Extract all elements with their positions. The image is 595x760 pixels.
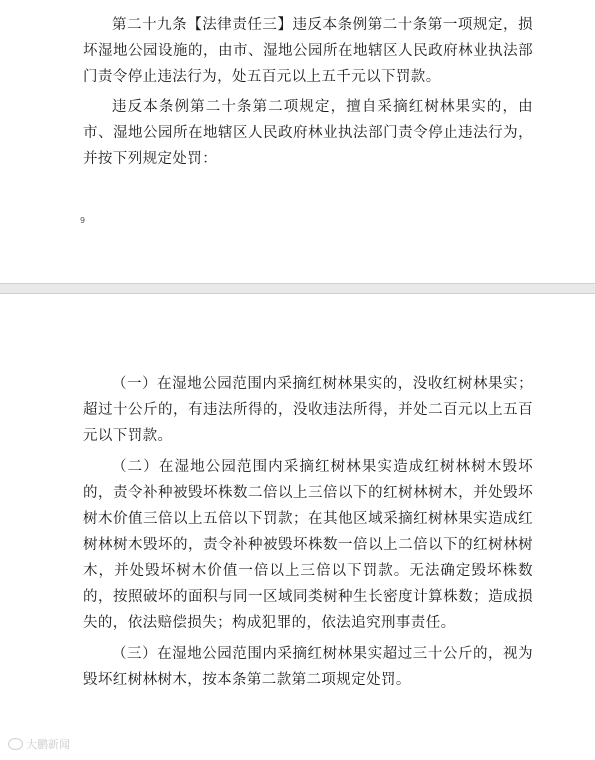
page-number: 9	[80, 216, 86, 225]
paragraph-item-2: （二）在湿地公园范围内采摘红树林果实造成红树林树木毁坏的，责令补种被毁坏株数二倍以上三倍以下的红树林树木，并处毁坏树木价值三倍以上五倍以下罚款；在其他区域采摘红树林果实造成红树林树木毁坏的，责令补种被毁坏株数一倍以上二倍以下的红树林树木，并处毁坏树木价值一倍以上三倍以下罚款。无法确定毁坏株数的，按照破坏的面积与同一区域同类树种生长密度计算株数；造成损失的，依法赔偿损失；构成犯罪的，依法追究刑事责任。	[83, 459, 533, 631]
top-page-text	[83, 12, 533, 172]
bottom-page-text	[83, 371, 533, 693]
weibo-icon	[8, 738, 23, 750]
watermark-text: 大鹏新闻	[26, 738, 70, 751]
paragraph-fruit-picking-penalty: 违反本条例第二十条第二项规定，擅自采摘红树林果实的，由市、湿地公园所在地辖区人民政府林业执法部门责令停止违法行为，并按下列规定处罚：	[83, 99, 533, 167]
document-page-top	[0, 0, 595, 284]
paragraph-article-29: 第二十九条【法律责任三】违反本条例第二十条第一项规定，损坏湿地公园设施的，由市、湿地公园所在地辖区人民政府林业执法部门责令停止违法行为，处五百元以上五千元以下罚款。	[83, 17, 533, 85]
paragraph-item-1: （一）在湿地公园范围内采摘红树林果实的，没收红树林果实；超过十公斤的，有违法所得的，没收违法所得，并处二百元以上五百元以下罚款。	[83, 376, 533, 444]
paragraph-item-3: （三）在湿地公园范围内采摘红树林果实超过三十公斤的，视为毁坏红树林树木，按本条第二款第二项规定处罚。	[83, 646, 533, 688]
watermark	[8, 736, 70, 752]
